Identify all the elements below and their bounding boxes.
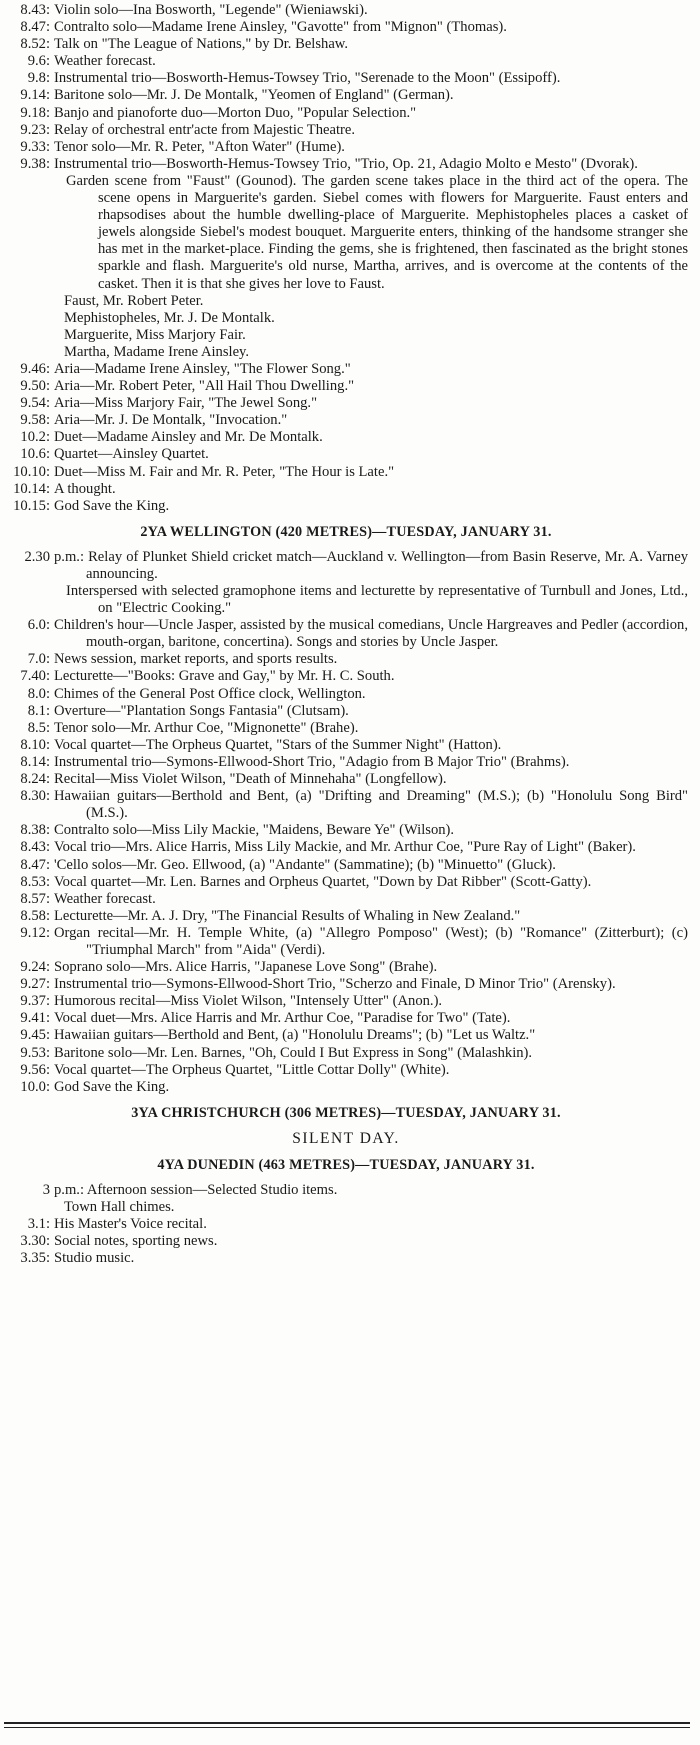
programme-text: Soprano solo—Mrs. Alice Harris, "Japanese Love Song" (Brahe). [54,959,438,976]
programme-time: 8.10: [20,736,50,753]
programme-item [4,925,688,959]
programme-text: Overture—"Plantation Songs Fantasia" (Clutsam). [54,702,349,719]
bottom-rule [4,1722,690,1724]
programme-time: 3 [42,1181,50,1198]
programme-text: Weather forecast. [54,53,156,70]
programme-item [4,874,688,891]
programme-item [4,1250,688,1267]
programme-list [4,1216,688,1267]
programme-time: 10.0: [20,1078,50,1095]
programme-text: Quartet—Ainsley Quartet. [54,446,209,463]
section-3ya-christchurch [4,1105,688,1148]
programme-text: Contralto solo—Miss Lily Mackie, "Maidens, Beware Ye" (Wilson). [54,822,455,839]
programme-text: Duet—Madame Ainsley and Mr. De Montalk. [54,429,323,446]
programme-time: 8.24: [20,771,50,788]
programme-text: Recital—Miss Violet Wilson, "Death of Minnehaha" (Longfellow). [54,771,447,788]
programme-time: 10.10: [13,463,50,480]
programme-item [4,156,688,173]
programme-time: 9.56: [20,1061,50,1078]
programme-text: Vocal quartet—The Orpheus Quartet, "Little Cottar Dolly" (White). [54,1061,450,1078]
programme-text: Studio music. [54,1250,135,1267]
programme-time: 8.58: [20,907,50,924]
cast-member: Faust, Mr. Robert Peter. [64,292,204,309]
programme-text: God Save the King. [54,1078,170,1095]
programme-item [4,70,688,87]
programme-item [4,822,688,839]
programme-text: Relay of orchestral entr'acte from Majestic Theatre. [54,121,355,138]
programme-item [4,1233,688,1250]
programme-item [4,668,688,685]
programme-time: 9.38: [20,155,50,172]
programme-time: 8.43: [20,839,50,856]
section-1ya-evening [4,2,688,515]
station-heading: 2YA WELLINGTON (420 METRES)—TUESDAY, JANUARY 31. [140,523,552,540]
programme-time: 9.14: [20,87,50,104]
programme-item [4,412,688,429]
programme-time: 9.41: [20,1010,50,1027]
programme-text: 'Cello solos—Mr. Geo. Ellwood, (a) "Andante" (Sammatine); (b) "Minuetto" (Gluck). [54,856,556,873]
programme-item [4,53,688,70]
programme-list [4,2,688,173]
programme-text: Vocal duet—Mrs. Alice Harris and Mr. Arthur Coe, "Paradise for Two" (Tate). [54,1010,511,1027]
programme-item [4,378,688,395]
programme-text: His Master's Voice recital. [54,1216,207,1232]
programme-text: Children's hour—Uncle Jasper, assisted by the musical comedians, Uncle Hargreaves and Pedler (accordion, mouth-organ, baritone, concertina). Songs and stories by Uncle Jasper. [54,617,688,651]
programme-time: 9.6: [27,53,50,70]
programme-item [4,839,688,856]
programme-text: Chimes of the General Post Office clock, Wellington. [54,685,366,702]
cast-member: Marguerite, Miss Marjory Fair. [64,326,246,343]
programme-text: Contralto solo—Madame Irene Ainsley, "Gavotte" from "Mignon" (Thomas). [54,19,507,36]
programme-text: Duet—Miss M. Fair and Mr. R. Peter, "The Hour is Late." [54,463,395,480]
programme-time: 9.23: [20,121,50,138]
cast-member: Martha, Madame Irene Ainsley. [64,343,250,360]
programme-text: Hawaiian guitars—Berthold and Bent, (a) "Honolulu Dreams"; (b) "Let us Waltz." [54,1027,536,1044]
programme-time: 9.18: [20,104,50,121]
programme-item [4,959,688,976]
programme-text: Tenor solo—Mr. Arthur Coe, "Mignonette" (Brahe). [54,719,359,736]
programme-item [4,498,688,515]
programme-time: 8.1: [27,702,50,719]
programme-time: 10.15: [13,497,50,514]
programme-time: 6.0: [27,617,50,634]
programme-item [4,1010,688,1027]
programme-text: p.m.: Afternoon session—Selected Studio items. [54,1181,338,1198]
programme-item [4,1216,688,1233]
programme-time: 9.24: [20,959,50,976]
programme-time: 8.30: [20,788,50,805]
programme-text: Banjo and pianoforte duo—Morton Duo, "Popular Selection." [54,104,417,121]
programme-text: Aria—Mr. J. De Montalk, "Invocation." [54,412,288,429]
programme-text: Vocal quartet—Mr. Len. Barnes and Orpheus Quartet, "Down by Dat Ribber" (Scott-Gatty). [54,873,592,890]
programme-time: 8.57: [20,890,50,907]
programme-text: Lecturette—Mr. A. J. Dry, "The Financial Results of Whaling in New Zealand." [54,907,521,924]
programme-text: Talk on "The League of Nations," by Dr. Belshaw. [54,36,349,53]
programme-item [4,891,688,908]
programme-item [4,1045,688,1062]
programme-time: 2.30 [24,548,50,565]
programme-item [4,19,688,36]
programme-text: Organ recital—Mr. H. Temple White, (a) "Allegro Pomposo" (West); (b) "Romance" (Zitterburt); (c) "Triumphal March" from "Aida" (Verdi). [54,924,688,958]
programme-text: Instrumental trio—Bosworth-Hemus-Towsey Trio, "Trio, Op. 21, Adagio Molto e Mesto" (Dvorak). [54,155,638,172]
programme-item [4,908,688,925]
programme-time: 9.58: [20,412,50,429]
programme-text: Hawaiian guitars—Berthold and Bent, (a) "Drifting and Dreaming" (M.S.); (b) "Honolulu Song Bird" (M.S.). [54,788,688,822]
programme-time: 9.27: [20,976,50,993]
programme-time: 8.5: [27,719,50,736]
programme-item [4,788,688,822]
programme-time: 10.2: [20,429,50,446]
programme-note: Interspersed with selected gramophone items and lecturette by representative of Turnbull and Jones, Ltd., on "Electric Cooking." [66,583,688,617]
programme-text: God Save the King. [54,497,170,514]
programme-time: 9.54: [20,395,50,412]
programme-time: 8.0: [27,685,50,702]
programme-time: 10.6: [20,446,50,463]
programme-time: 9.37: [20,993,50,1010]
programme-item [4,395,688,412]
programme-item [4,686,688,703]
programme-list [4,361,688,515]
programme-time: 9.8: [27,70,50,87]
faust-garden-scene-description: Garden scene from "Faust" (Gounod). The garden scene takes place in the third act of the opera. The scene opens in Marguerite's garden. Siebel comes with flowers for Marguerite. Faust enters and rhapsodises about the humble dwelling-place of Marguerite. Mephistopheles places a casket of jewels alongside Siebel's modest bouquet. Marguerite enters, thinking of the handsome stranger she has met in the market-place. Finding the gems, she is frightened, then fascinated as the bright stones sparkle and flash. Marguerite's old nurse, Martha, arrives, and is overcome at the contents of the casket. Then it is that she gives her love to Faust. [66,172,688,292]
programme-item [4,857,688,874]
cast-member: Mephistopheles, Mr. J. De Montalk. [64,309,275,326]
programme-time: 10.14: [13,480,50,497]
programme-time: 8.53: [20,873,50,890]
programme-text: Humorous recital—Miss Violet Wilson, "Intensely Utter" (Anon.). [54,993,443,1010]
programme-item [4,122,688,139]
programme-time: 9.50: [20,378,50,395]
station-heading: 3YA CHRISTCHURCH (306 METRES)—TUESDAY, JANUARY 31. [131,1104,561,1121]
programme-time: 7.0: [27,651,50,668]
programme-item [4,481,688,498]
programme-item [4,651,688,668]
programme-item [4,2,688,19]
programme-time: 8.38: [20,822,50,839]
programme-item [4,1027,688,1044]
programme-list [4,617,688,1096]
programme-time: 9.45: [20,1027,50,1044]
programme-item [4,429,688,446]
programme-text: Vocal trio—Mrs. Alice Harris, Miss Lily Mackie, and Mr. Arthur Coe, "Pure Ray of Light" (Baker). [54,839,636,856]
programme-text: Tenor solo—Mr. R. Peter, "Afton Water" (Hume). [54,138,345,155]
programme-time: 8.43: [20,2,50,18]
programme-item [4,720,688,737]
bottom-rule-thin [4,1727,690,1728]
programme-text: Instrumental trio—Symons-Ellwood-Short Trio, "Scherzo and Finale, D Minor Trio" (Arensky). [54,976,616,993]
programme-time: 3.1: [27,1216,50,1232]
programme-time: 9.12: [20,924,50,941]
programme-item [4,361,688,378]
programme-text: A thought. [54,480,116,497]
programme-time: 7.40: [20,668,50,685]
programme-time: 8.47: [20,19,50,36]
programme-item [4,549,688,583]
station-heading: 4YA DUNEDIN (463 METRES)—TUESDAY, JANUARY 31. [157,1156,535,1173]
programme-text: News session, market reports, and sports results. [54,651,338,668]
programme-item [4,771,688,788]
programme-time: 9.46: [20,360,50,377]
programme-item [4,446,688,463]
programme-item [4,737,688,754]
programme-time: 9.53: [20,1044,50,1061]
programme-item [4,1182,688,1199]
programme-time: 8.47: [20,856,50,873]
programme-item [4,36,688,53]
programme-text: Aria—Miss Marjory Fair, "The Jewel Song." [54,395,318,412]
programme-text: Social notes, sporting news. [54,1233,218,1250]
programme-text: Violin solo—Ina Bosworth, "Legende" (Wieniawski). [54,2,368,18]
silent-day-label: SILENT DAY. [292,1129,400,1147]
programme-item [4,87,688,104]
programme-text: Vocal quartet—The Orpheus Quartet, "Stars of the Summer Night" (Hatton). [54,736,502,753]
programme-time: 8.52: [20,36,50,53]
programme-text: Weather forecast. [54,890,156,907]
programme-text: Instrumental trio—Bosworth-Hemus-Towsey Trio, "Serenade to the Moon" (Essipoff). [54,70,561,87]
programme-item [4,617,688,651]
programme-item [4,1079,688,1096]
programme-item [4,105,688,122]
programme-text: Aria—Mr. Robert Peter, "All Hail Thou Dwelling." [54,378,355,395]
programme-time: 9.33: [20,138,50,155]
programme-time: 8.14: [20,753,50,770]
programme-text: Lecturette—"Books: Grave and Gay," by Mr. H. C. South. [54,668,395,685]
programme-text: Baritone solo—Mr. Len. Barnes, "Oh, Could I But Express in Song" (Malashkin). [54,1044,533,1061]
programme-time: 3.30: [20,1233,50,1250]
programme-text: Instrumental trio—Symons-Ellwood-Short Trio, "Adagio from B Major Trio" (Brahms). [54,753,570,770]
programme-time: 3.35: [20,1250,50,1267]
programme-item [4,139,688,156]
programme-text: p.m.: Relay of Plunket Shield cricket match—Auckland v. Wellington—from Basin Reserve, Mr. A. Varney announcing. [54,548,688,582]
programme-text: Aria—Madame Irene Ainsley, "The Flower Song." [54,360,351,377]
programme-item [4,703,688,720]
programme-item [4,976,688,993]
programme-item [4,993,688,1010]
programme-item [4,1062,688,1079]
section-2ya-wellington [4,524,688,1096]
programme-note: Town Hall chimes. [64,1198,175,1215]
faust-cast-list [4,293,688,361]
programme-item [4,464,688,481]
programme-text: Baritone solo—Mr. J. De Montalk, "Yeomen of England" (German). [54,87,454,104]
programme-item [4,754,688,771]
section-4ya-dunedin [4,1157,688,1267]
